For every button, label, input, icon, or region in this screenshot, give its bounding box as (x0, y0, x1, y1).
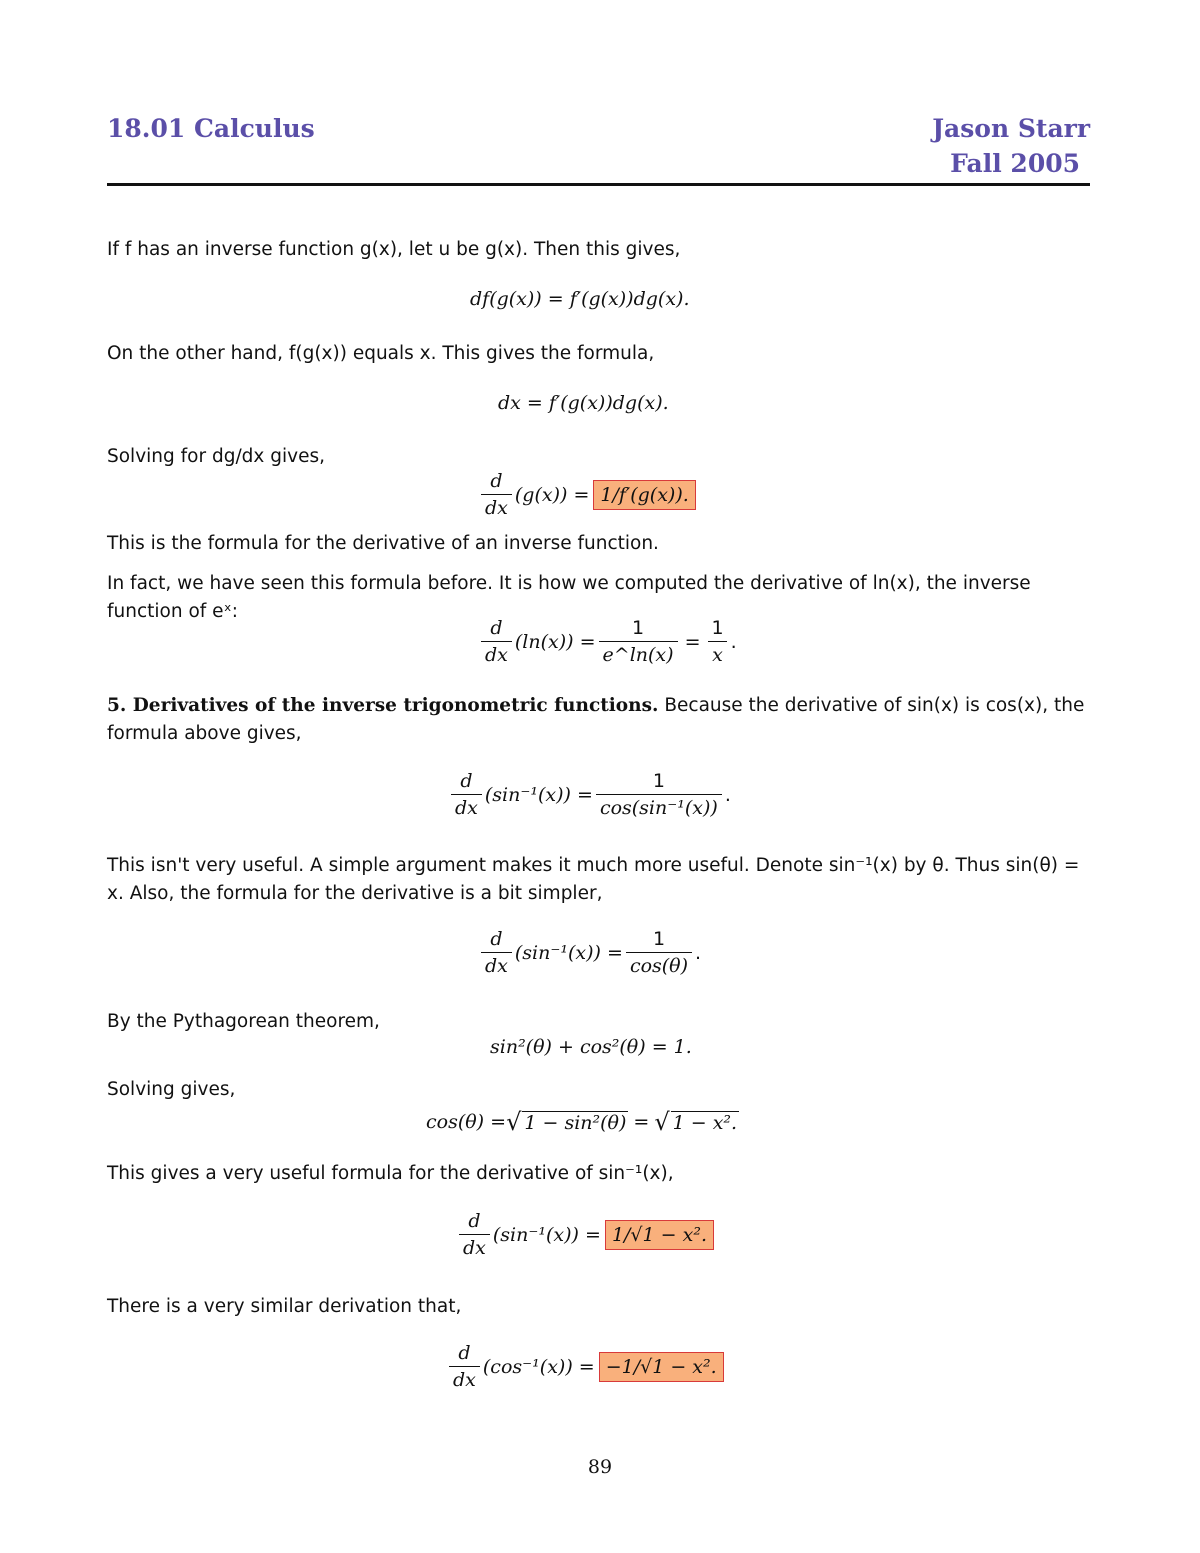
d-dx-fraction: $\frac{d}{dx}$ (451, 770, 482, 819)
term: Fall 2005 (950, 149, 1080, 178)
equation-8: cos(θ) = √ 1 − sin²(θ) = √ 1 − x². (426, 1108, 738, 1136)
section-heading: 5. Derivatives of the inverse trigonometric functions. (107, 695, 659, 716)
d-dx-fraction: $\frac{d}{dx}$ (481, 928, 512, 977)
course-title: 18.01 Calculus (107, 114, 315, 143)
highlighted-result-arcsin: 1/√1 − x². (605, 1220, 714, 1250)
d-dx-fraction: $\frac{d}{dx}$ (481, 470, 512, 519)
equation-2: dx = f′(g(x))dg(x). (498, 392, 669, 414)
paragraph-8: By the Pythagorean theorem, (107, 1011, 380, 1032)
equation-4: $\frac{d}{dx}$ (ln(x)) = $\frac{1}{e\^{}\ln(x)}$ = $\frac{1}{x}$ . (478, 617, 737, 666)
paragraph-4: This is the formula for the derivative of an inverse function. (107, 533, 659, 554)
equation-1: df(g(x)) = f′(g(x))dg(x). (470, 288, 690, 310)
one-over-x-fraction: $\frac{1}{x}$ (707, 617, 727, 666)
equation-9 (456, 1210, 714, 1259)
paragraph-11: There is a very similar derivation that, (107, 1296, 462, 1317)
author-name: Jason Starr (932, 114, 1090, 143)
header-rule (107, 183, 1090, 186)
highlighted-result-arccos: −1/√1 − x². (599, 1352, 724, 1382)
equation-4-lhs: (ln(x)) = (514, 630, 596, 653)
sqrt-symbol: √ (654, 1108, 670, 1136)
section-body: Because the derivative of sin(x) is cos(x), the formula above gives, (107, 695, 1085, 744)
highlighted-result-inverse: 1/f′(g(x)). (593, 480, 695, 510)
equation-7: sin²(θ) + cos²(θ) = 1. (490, 1036, 692, 1058)
paragraph-5: In fact, we have seen this formula before. It is how we computed the derivative of ln(x), the inverse function of eˣ: (107, 573, 1031, 622)
equation-6: $\frac{d}{dx}$ (sin⁻¹(x)) = $\frac{1}{\cos(\theta)}$ . (478, 928, 701, 977)
equation-9-lhs: (sin⁻¹(x)) = (492, 1223, 601, 1246)
d-dx-fraction: $\frac{d}{dx}$ (481, 617, 512, 666)
one-over-cos-theta-fraction: $\frac{1}{\cos(\theta)}$ (626, 928, 692, 977)
page-number: 89 (587, 1456, 613, 1478)
d-dx-fraction: $\frac{d}{dx}$ (459, 1210, 490, 1259)
equation-3-lhs: (g(x)) = (514, 483, 590, 506)
equation-6-lhs: (sin⁻¹(x)) = (514, 941, 623, 964)
one-over-exp-fraction: $\frac{1}{e\^{}\ln(x)}$ (599, 617, 678, 666)
d-dx-fraction: $\frac{d}{dx}$ (449, 1342, 480, 1391)
equation-5-lhs: (sin⁻¹(x)) = (484, 783, 593, 806)
paragraph-6 (107, 692, 1090, 748)
paragraph-10: This gives a very useful formula for the derivative of sin⁻¹(x), (107, 1163, 674, 1184)
paragraph-9: Solving gives, (107, 1079, 236, 1100)
equation-3 (478, 470, 696, 519)
sqrt-symbol: √ (506, 1108, 522, 1136)
paragraph-1: If f has an inverse function g(x), let u be g(x). Then this gives, (107, 239, 681, 260)
one-over-cos-arcsin-fraction: $\frac{1}{\text{cos(sin⁻¹(x))}}$ (596, 770, 722, 819)
equation-10-lhs: (cos⁻¹(x)) = (482, 1355, 595, 1378)
paragraph-2: On the other hand, f(g(x)) equals x. This gives the formula, (107, 343, 655, 364)
paragraph-3: Solving for dg/dx gives, (107, 446, 325, 467)
equation-5: $\frac{d}{dx}$ (sin⁻¹(x)) = $\frac{1}{\text{cos(sin⁻¹(x))}}$ . (448, 770, 731, 819)
equation-10 (446, 1342, 724, 1391)
paragraph-7: This isn't very useful. A simple argument makes it much more useful. Denote sin⁻¹(x) by θ. Thus sin(θ) = x. Also, the formula for the derivative is a bit simpler, (107, 855, 1080, 904)
